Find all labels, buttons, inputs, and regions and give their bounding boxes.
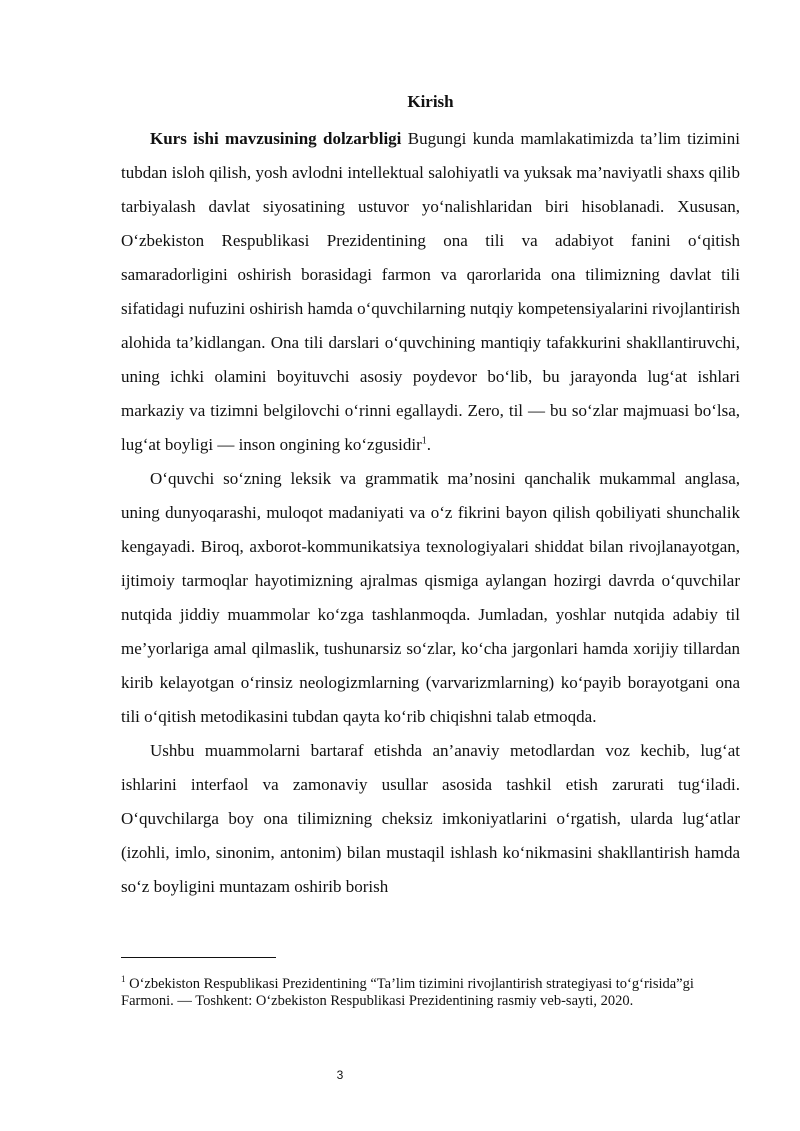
paragraph-1 (121, 122, 740, 462)
paragraph-tail: . (426, 435, 432, 454)
footnote (121, 976, 721, 1010)
footnote-text: O‘zbekiston Respublikasi Prezidentining “Ta’lim tizimini rivojlantirish strategiyasi to‘g‘risida”gi Farmoni. — Toshkent: O‘zbekiston Respublikasi Prezidentining rasmiy veb-sayti, 2020. (121, 976, 694, 1009)
document-body (121, 92, 740, 904)
page-number: 3 (336, 1068, 344, 1082)
paragraph-lead: Kurs ishi mavzusining dolzarbligi (150, 129, 402, 148)
footnote-reference[interactable]: 1 (421, 435, 427, 447)
paragraph-3: Ushbu muammolarni bartaraf etishda an’anaviy metodlardan voz kechib, lug‘at ishlarini interfaol va zamonaviy usullar asosida tashkil etish zarurati tug‘iladi. O‘quvchilarga boy ona tilimizning cheksiz imkoniyatlarini o‘rgatish, ularda lug‘atlar (izohli, imlo, sinonim, antonim) bilan mustaqil ishlash ko‘nikmasini shakllantirish hamda so‘z boyligini muntazam oshirib borish (121, 741, 740, 896)
footnote-separator (121, 957, 276, 958)
paragraph-text: Bugungi kunda mamlakatimizda ta’lim tizimini tubdan isloh qilish, yosh avlodni intellektual salohiyatli va yuksak ma’naviyatli shaxs qilib tarbiyalash davlat siyosatining ustuvor yo‘nalishlaridan biri hisoblanadi. Xususan, O‘zbekiston Respublikasi Prezidentining ona tili va adabiyot fanini o‘qitish samaradorligini oshirish borasidagi farmon va qarorlarida ona tilimizning davlat tili sifatidagi nufuzini oshirish hamda o‘quvchilarning nutqiy kompetensiyalarini rivojlantirish alohida ta’kidlangan. Ona tili darslari o‘quvchining mantiqiy tafakkurini shakllantiruvchi, uning ichki olamini boyituvchi asosiy poydevor bo‘lib, bu jarayonda lug‘at ishlari markaziy va tizimni belgilovchi o‘rinni egallaydi. Zero, til — bu so‘zlar majmuasi bo‘lsa, lug‘at boyligi — inson ongining ko‘zgusidir (121, 129, 740, 454)
paragraph-2: O‘quvchi so‘zning leksik va grammatik ma’nosini qanchalik mukammal anglasa, uning dunyoqarashi, muloqot madaniyati va o‘z fikrini bayon qilish qobiliyati shunchalik kengayadi. Biroq, axborot-kommunikatsiya texnologiyalari shiddat bilan rivojlanayotgan, ijtimoiy tarmoqlar hayotimizning ajralmas qismiga aylangan hozirgi davrda o‘quvchilar nutqida jiddiy muammolar ko‘zga tashlanmoqda. Jumladan, yoshlar nutqida adabiy til me’yorlariga amal qilmaslik, tushunarsiz so‘zlar, ko‘cha jargonlari hamda xorijiy tillardan kirib kelayotgan o‘rinsiz neologizmlarning (varvarizmlarning) ko‘payib borayotgani ona tili o‘qitish metodikasini tubdan qayta ko‘rib chiqishni talab etmoqda. (121, 469, 740, 726)
footnote-number: 1 (121, 974, 126, 985)
section-title: Kirish (407, 92, 454, 111)
